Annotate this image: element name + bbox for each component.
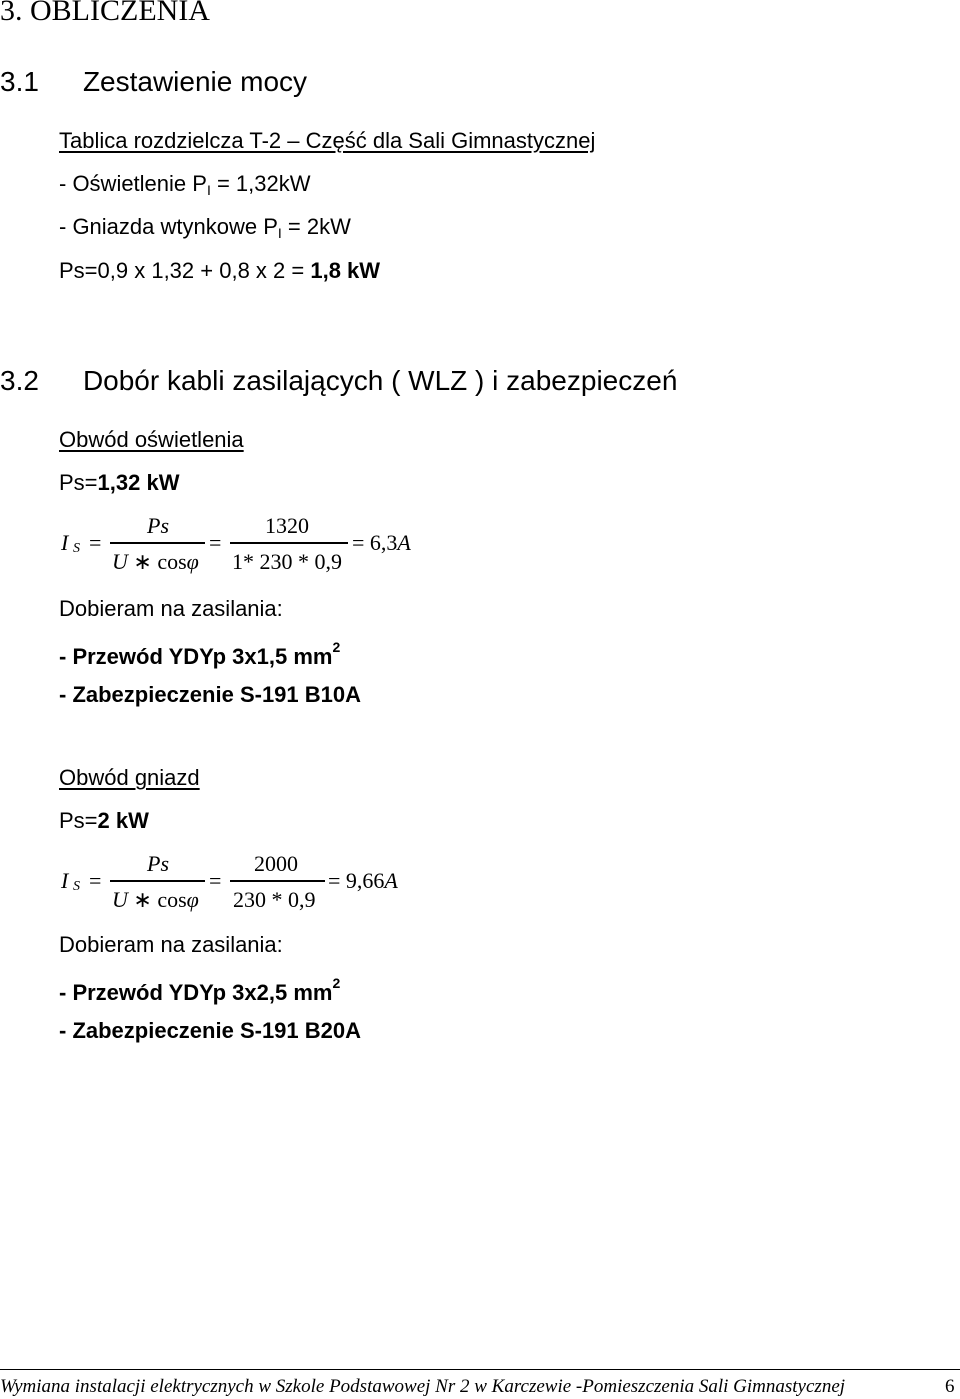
table-title: Tablica rozdzielcza T-2 – Część dla Sali Gimnastycznej xyxy=(59,128,596,153)
circuit-1-choose: Dobieram na zasilania: xyxy=(59,596,283,621)
section-1-title: Zestawienie mocy xyxy=(82,66,308,97)
section-1-number: 3.1 xyxy=(0,66,39,97)
circuit-1-title: Obwód oświetlenia xyxy=(59,427,244,452)
circuit-2-protection: - Zabezpieczenie S-191 B20A xyxy=(59,1018,362,1043)
circuit-2-ps: Ps=2 kW xyxy=(59,808,149,833)
circuit-1-cable: - Przewód YDYp 3x1,5 $mm^2$ xyxy=(59,639,341,669)
section-2-number: 3.2 xyxy=(0,365,39,396)
lighting-power-line: - Oświetlenie $P_I = 1,32kW$ xyxy=(59,171,311,198)
total-power-line: Ps=0,9 x 1,32 + 0,8 x 2 = 1,8 kW xyxy=(59,258,381,283)
circuit-2-cable: - Przewód YDYp 3x2,5 $mm^2$ xyxy=(59,975,341,1005)
section-2-heading xyxy=(0,365,677,397)
document-heading: 3. OBLICZENIA xyxy=(0,0,210,27)
circuit-2-choose: Dobieram na zasilania: xyxy=(59,932,283,957)
circuit-1-protection: - Zabezpieczenie S-191 B10A xyxy=(59,682,362,707)
footer-divider xyxy=(0,1369,960,1370)
section-1-heading xyxy=(0,66,307,98)
page-number: 6 xyxy=(945,1376,955,1397)
section-2-title: Dobór kabli zasilających ( WLZ ) i zabezpieczeń xyxy=(82,365,678,396)
circuit-1-ps: Ps=1,32 kW xyxy=(59,470,180,495)
footer-text: Wymiana instalacji elektrycznych w Szkole Podstawowej Nr 2 w Karczewie -Pomieszczenia Sali Gimnastycznej xyxy=(0,1376,846,1397)
circuit-2-title: Obwód gniazd xyxy=(59,765,200,790)
sockets-power-line: - Gniazda wtynkowe $P_I = 2kW$ xyxy=(59,214,351,241)
